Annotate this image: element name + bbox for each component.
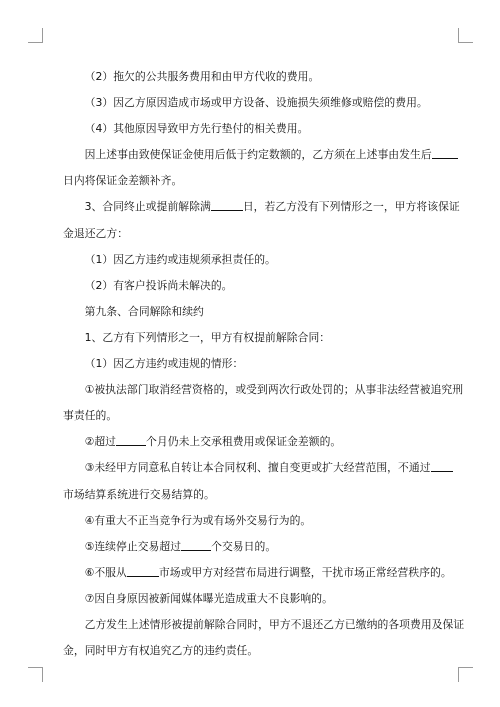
doc-line-2 [63,90,439,116]
doc-line-2-text: （3）因乙方原因造成市场或甲方设备、设施损失须维修或赔偿的费用。 [84,96,428,110]
fill-in-blank[interactable] [431,459,453,472]
doc-line-6-text: 3、合同终止或提前解除满 [84,200,211,214]
crop-mark-bottom-left [28,667,43,682]
crop-mark-bottom-right [458,667,473,682]
doc-line-8-text: （1）因乙方违约或违规须承担责任的。 [84,252,276,266]
doc-line-4-text: 因上述事由致使保证金使用后低于约定数额的，乙方须在上述事由发生后 [84,148,432,162]
doc-line-1-text: （2）拖欠的公共服务费用和由甲方代收的费用。 [84,70,320,83]
doc-line-21-text: ⑦因自身原因被新闻媒体曝光造成重大不良影响的。 [84,591,333,605]
doc-line-6-after: 日，若乙方没有下列情形之一，甲方将该保证 [242,200,460,214]
crop-mark-top-right [458,28,473,43]
doc-line-5-text: 日内将保证金差额补齐。 [63,174,183,188]
doc-line-19-after: 个交易日的。 [211,539,277,553]
doc-line-14 [63,403,439,429]
fill-in-blank[interactable] [116,433,146,446]
fill-in-blank[interactable] [432,146,458,159]
doc-line-22-text: 乙方发生上述情形被提前解除合同时，甲方不退还乙方已缴纳的各项费用及保证 [84,617,465,631]
doc-line-11-text: 1、乙方有下列情形之一，甲方有权提前解除合同： [84,330,331,344]
doc-line-6 [63,194,460,220]
doc-line-12 [63,351,439,377]
doc-line-20-after: 市场或甲方对经营布局进行调整，干扰市场正常经营秩序的。 [158,565,452,579]
doc-line-4 [63,142,439,168]
fill-in-blank[interactable] [181,538,211,551]
fill-in-blank[interactable] [211,198,243,211]
doc-line-18-text: ④有重大不正当竞争行为或有场外交易行为的。 [84,513,312,527]
doc-line-11 [63,325,439,351]
doc-line-15-text: ②超过 [84,435,117,449]
document-body [63,64,465,664]
doc-line-23-text: 金，同时甲方有权追究乙方的违约责任。 [63,644,259,658]
crop-mark-top-left [28,28,43,43]
doc-line-7-text: 金退还乙方： [63,226,129,240]
doc-line-12-text: （1）因乙方违约或违规的情形： [84,357,244,371]
fill-in-blank[interactable] [127,564,159,577]
doc-line-15 [63,429,439,455]
doc-line-23 [63,638,439,664]
doc-line-16-text: ③未经甲方同意私自转让本合同权利、擅自变更或扩大经营范围，不通过 [84,461,431,475]
doc-line-10-text: 第九条、合同解除和续约 [84,304,204,318]
doc-line-5 [63,168,439,194]
doc-line-3 [63,116,439,142]
doc-line-22 [63,612,465,638]
doc-line-17-text: 市场结算系统进行交易结算的。 [63,487,215,501]
doc-line-1 [63,64,439,90]
doc-line-9 [63,273,439,299]
section-heading [63,299,439,325]
doc-line-20 [63,560,452,586]
doc-line-7 [63,221,439,247]
doc-line-9-text: （2）有客户投诉尚未解决的。 [84,278,233,292]
doc-line-19-text: ⑤连续停止交易超过 [84,539,182,553]
doc-line-3-text: （4）其他原因导致甲方先行垫付的相关费用。 [84,122,309,136]
doc-line-8 [63,247,439,273]
doc-line-16 [63,455,439,481]
doc-line-20-text: ⑥不服从 [84,565,127,579]
doc-line-17 [63,482,439,508]
doc-line-19 [63,534,439,560]
doc-line-13 [63,377,464,403]
doc-line-14-text: 事责任的。 [63,409,118,423]
doc-line-15-after: 个月仍未上交承租费用或保证金差额的。 [146,435,342,449]
doc-line-18 [63,508,439,534]
doc-line-13-text: ①被执法部门取消经营资格的，或受到两次行政处罚的；从事非法经营被追究刑 [84,383,464,397]
doc-line-21 [63,586,439,612]
